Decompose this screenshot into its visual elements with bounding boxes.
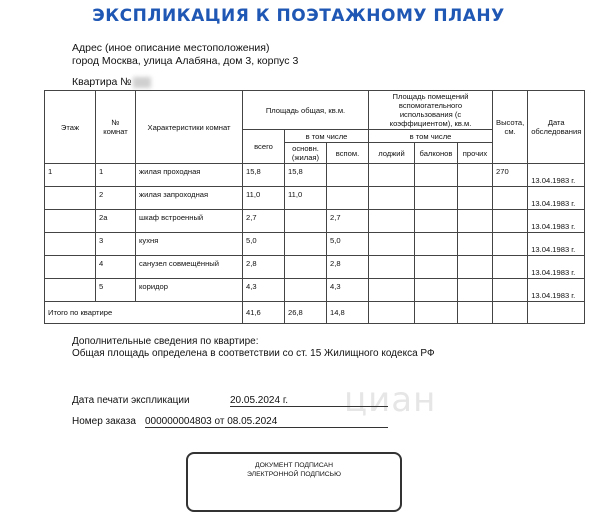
order-number-label: Номер заказа [72, 416, 136, 427]
print-date-value: 20.05.2024 г. [230, 395, 388, 407]
address-label: Адрес (иное описание местоположения) [72, 42, 270, 54]
header-incl-aux: в том числе [369, 130, 493, 143]
cell-loggia [369, 279, 415, 302]
cell-main: 11,0 [285, 187, 327, 210]
cell-total: 15,8 [243, 164, 285, 187]
cell-height [493, 187, 528, 210]
header-other: прочих [458, 143, 493, 164]
total-date [528, 302, 585, 324]
header-survey-date: Дата обследования [528, 91, 585, 164]
print-date-label: Дата печати экспликации [72, 395, 190, 406]
header-aux-area: Площадь помещений вспомогательного использования (с коэффициентом), кв.м. [369, 91, 493, 130]
address-value: город Москва, улица Алабяна, дом 3, корпус 3 [72, 55, 299, 67]
header-main: основн. (жилая) [285, 143, 327, 164]
header-balcony: балконов [415, 143, 458, 164]
cell-date: 13.04.1983 г. [528, 210, 585, 233]
cell-other [458, 210, 493, 233]
cell-height [493, 233, 528, 256]
table-row [45, 233, 585, 256]
cell-main [285, 256, 327, 279]
cell-aux: 2,7 [327, 210, 369, 233]
cell-main [285, 279, 327, 302]
cell-room: 5 [96, 279, 136, 302]
cell-floor [45, 233, 96, 256]
cell-main [285, 210, 327, 233]
cell-height [493, 210, 528, 233]
cell-description: коридор [136, 279, 243, 302]
cell-main: 15,8 [285, 164, 327, 187]
cell-floor [45, 256, 96, 279]
stamp-line-1: ДОКУМЕНТ ПОДПИСАН [255, 462, 333, 469]
cell-loggia [369, 256, 415, 279]
cell-other [458, 164, 493, 187]
order-number-value: 000000004803 от 08.05.2024 [145, 416, 388, 428]
header-description: Характеристики комнат [136, 91, 243, 164]
header-incl: в том числе [285, 130, 369, 143]
apartment-label [72, 76, 151, 88]
header-room-no: № комнат [96, 91, 136, 164]
cell-other [458, 187, 493, 210]
cell-other [458, 279, 493, 302]
cell-floor [45, 210, 96, 233]
cell-total: 2,7 [243, 210, 285, 233]
cell-room: 4 [96, 256, 136, 279]
table-row [45, 164, 585, 187]
header-total: всего [243, 130, 285, 164]
cell-loggia [369, 187, 415, 210]
table-row [45, 279, 585, 302]
cell-total: 11,0 [243, 187, 285, 210]
cell-total: 5,0 [243, 233, 285, 256]
cell-aux [327, 187, 369, 210]
cell-room: 2а [96, 210, 136, 233]
cell-height: 270 [493, 164, 528, 187]
cell-floor: 1 [45, 164, 96, 187]
cell-loggia [369, 164, 415, 187]
header-floor: Этаж [45, 91, 96, 164]
cell-total: 4,3 [243, 279, 285, 302]
total-loggia [369, 302, 415, 324]
cell-main [285, 233, 327, 256]
cell-description: кухня [136, 233, 243, 256]
explication-table [44, 90, 585, 324]
cell-date: 13.04.1983 г. [528, 279, 585, 302]
cell-balcony [415, 279, 458, 302]
cell-date: 13.04.1983 г. [528, 256, 585, 279]
cell-other [458, 256, 493, 279]
total-other [458, 302, 493, 324]
cell-balcony [415, 256, 458, 279]
cell-room: 2 [96, 187, 136, 210]
cell-height [493, 256, 528, 279]
cell-height [493, 279, 528, 302]
header-aux: вспом. [327, 143, 369, 164]
cell-aux: 5,0 [327, 233, 369, 256]
table-row [45, 256, 585, 279]
cell-balcony [415, 164, 458, 187]
total-main: 26,8 [285, 302, 327, 324]
cell-description: жилая проходная [136, 164, 243, 187]
table-row [45, 187, 585, 210]
stamp-line-2: ЭЛЕКТРОННОЙ ПОДПИСЬЮ [247, 471, 341, 478]
cell-aux: 2,8 [327, 256, 369, 279]
cell-balcony [415, 210, 458, 233]
total-aux: 14,8 [327, 302, 369, 324]
cell-description: жилая запроходная [136, 187, 243, 210]
cell-other [458, 233, 493, 256]
redacted-apartment-number [133, 77, 151, 88]
electronic-signature-stamp [186, 452, 402, 512]
cell-date: 13.04.1983 г. [528, 164, 585, 187]
cell-total: 2,8 [243, 256, 285, 279]
watermark: циан [344, 380, 437, 420]
additional-info-text: Общая площадь определена в соответствии со ст. 15 Жилищного кодекса РФ [72, 348, 435, 359]
cell-loggia [369, 210, 415, 233]
cell-room: 1 [96, 164, 136, 187]
cell-aux [327, 164, 369, 187]
total-height [493, 302, 528, 324]
total-balcony [415, 302, 458, 324]
header-loggia: лоджий [369, 143, 415, 164]
cell-floor [45, 187, 96, 210]
cell-description: шкаф встроенный [136, 210, 243, 233]
total-area: 41,6 [243, 302, 285, 324]
additional-info-label: Дополнительные сведения по квартире: [72, 336, 259, 347]
header-total-area: Площадь общая, кв.м. [243, 91, 369, 130]
total-row [45, 302, 585, 324]
cell-loggia [369, 233, 415, 256]
table-row [45, 210, 585, 233]
cell-date: 13.04.1983 г. [528, 233, 585, 256]
cell-room: 3 [96, 233, 136, 256]
cell-date: 13.04.1983 г. [528, 187, 585, 210]
total-label: Итого по квартире [45, 302, 243, 324]
cell-balcony [415, 233, 458, 256]
page-title: ЭКСПЛИКАЦИЯ К ПОЭТАЖНОМУ ПЛАНУ [92, 6, 505, 26]
cell-description: санузел совмещённый [136, 256, 243, 279]
cell-floor [45, 279, 96, 302]
cell-aux: 4,3 [327, 279, 369, 302]
header-height: Высота, см. [493, 91, 528, 164]
apartment-label-text: Квартира № [72, 76, 132, 88]
cell-balcony [415, 187, 458, 210]
